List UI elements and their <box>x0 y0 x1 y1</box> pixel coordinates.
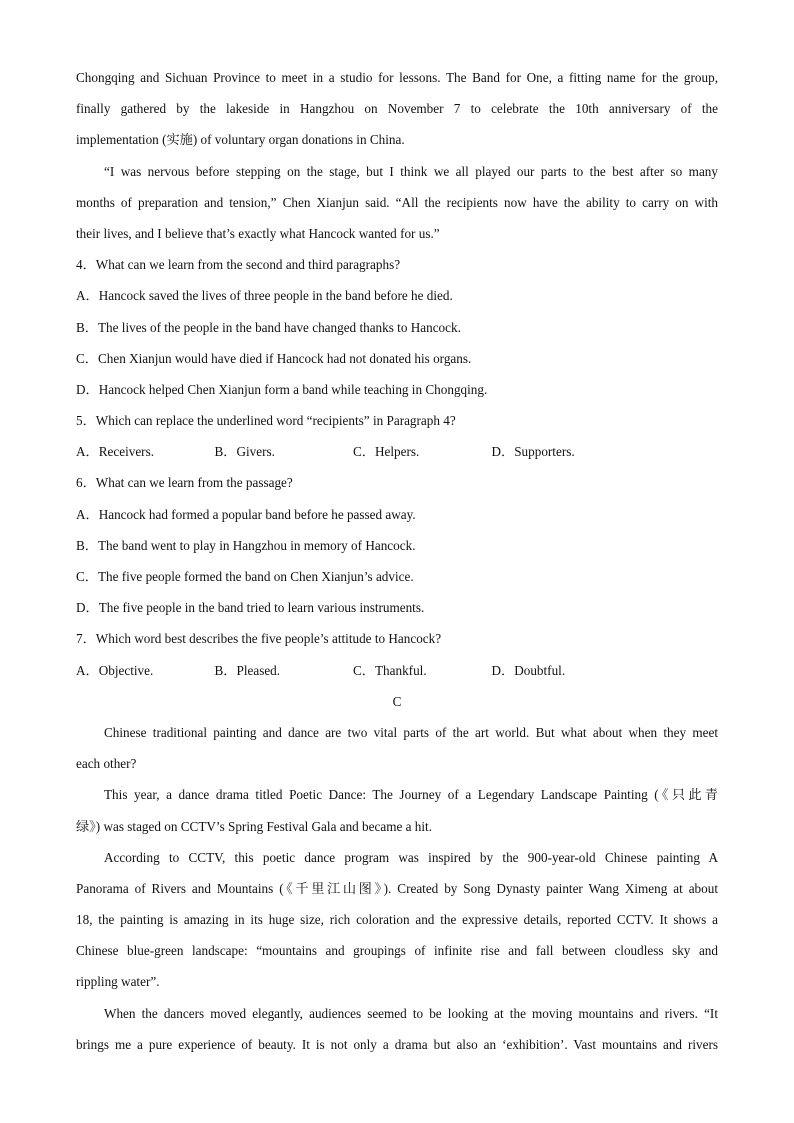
answer-option[interactable]: D．Doubtful. <box>491 662 566 678</box>
text-line: “I was nervous before stepping on the stage, but I think we all played our parts to the best after so many <box>104 163 718 179</box>
answer-option[interactable]: C．Helpers. <box>353 444 420 460</box>
question-5 <box>76 405 718 467</box>
text-line: Chinese blue-green landscape: “mountains and groupings of infinite rise and fall between cloudless sky and <box>76 943 718 959</box>
text-line: each other? <box>76 756 137 772</box>
question-4 <box>76 249 718 405</box>
answer-option[interactable]: C．The five people formed the band on Chen Xianjun’s advice. <box>76 569 414 584</box>
answer-option[interactable]: D．Hancock helped Chen Xianjun form a band while teaching in Chongqing. <box>76 381 488 397</box>
passage-b-paragraph <box>76 156 718 250</box>
text-line: 绿》) was staged on CCTV’s Spring Festival Gala and became a hit. <box>76 818 432 834</box>
text-line: implementation (实施) of voluntary organ donations in China. <box>76 132 405 148</box>
answer-option[interactable]: A．Hancock had formed a popular band before he passed away. <box>76 506 416 522</box>
passage-c-paragraph <box>76 779 718 841</box>
answer-option[interactable]: A．Objective. <box>76 662 154 678</box>
answer-options-row <box>76 436 718 467</box>
text-line: months of preparation and tension,” Chen Xianjun said. “All the recipients now have the ability to carry on with <box>76 194 718 210</box>
answer-option[interactable]: B．Pleased. <box>214 662 281 678</box>
text-line: Panorama of Rivers and Mountains (《千里江山图》). Created by Song Dynasty painter Wang Ximeng at about <box>76 880 718 896</box>
answer-option[interactable]: C．Thankful. <box>353 662 427 678</box>
text-line: brings me a pure experience of beauty. It is not only a drama but also an ‘exhibition’. Vast mountains and rivers <box>76 1036 718 1052</box>
answer-option[interactable]: B．Givers. <box>214 444 275 460</box>
question-stem: 7．Which word best describes the five people’s attitude to Hancock? <box>76 631 442 647</box>
text-line: Chinese traditional painting and dance are two vital parts of the art world. But what about when they meet <box>104 724 718 740</box>
question-stem: 6．What can we learn from the passage? <box>76 475 293 491</box>
answer-option[interactable]: C．Chen Xianjun would have died if Hancock had not donated his organs. <box>76 350 472 366</box>
answer-options-row <box>76 655 718 686</box>
text-line: their lives, and I believe that’s exactly what Hancock wanted for us.” <box>76 225 440 241</box>
answer-option[interactable]: A．Hancock saved the lives of three people in the band before he died. <box>76 288 453 304</box>
passage-c-paragraph <box>76 842 718 998</box>
passage-b-paragraph <box>76 62 718 156</box>
passage-c-paragraph <box>76 998 718 1060</box>
answer-option[interactable]: B．The lives of the people in the band have changed thanks to Hancock. <box>76 319 461 335</box>
text-line: When the dancers moved elegantly, audiences seemed to be looking at the moving mountains and rivers. “It <box>104 1005 718 1021</box>
passage-c-paragraph <box>76 717 718 779</box>
question-7 <box>76 623 718 685</box>
question-6 <box>76 467 718 623</box>
text-line: According to CCTV, this poetic dance program was inspired by the 900-year-old Chinese painting A <box>104 849 718 865</box>
text-line: Chongqing and Sichuan Province to meet in a studio for lessons. The Band for One, a fitting name for the group, <box>76 70 718 85</box>
section-heading: C <box>392 693 402 709</box>
answer-option[interactable]: B．The band went to play in Hangzhou in memory of Hancock. <box>76 537 416 553</box>
exam-page <box>76 62 718 1060</box>
answer-option[interactable]: D．The five people in the band tried to learn various instruments. <box>76 600 425 616</box>
answer-option[interactable]: A．Receivers. <box>76 444 154 460</box>
text-line: finally gathered by the lakeside in Hangzhou on November 7 to celebrate the 10th anniversary of the <box>76 101 718 117</box>
question-stem: 4．What can we learn from the second and third paragraphs? <box>76 257 401 273</box>
answer-option[interactable]: D．Supporters. <box>491 444 575 460</box>
text-line: 18, the painting is amazing in its huge size, rich coloration and the expressive details, reported CCTV. It shows a <box>76 912 718 928</box>
text-line: This year, a dance drama titled Poetic Dance: The Journey of a Legendary Landscape Painting (《只此青 <box>104 787 718 803</box>
question-stem: 5．Which can replace the underlined word “recipients” in Paragraph 4? <box>76 413 456 429</box>
text-line: rippling water”. <box>76 974 160 990</box>
